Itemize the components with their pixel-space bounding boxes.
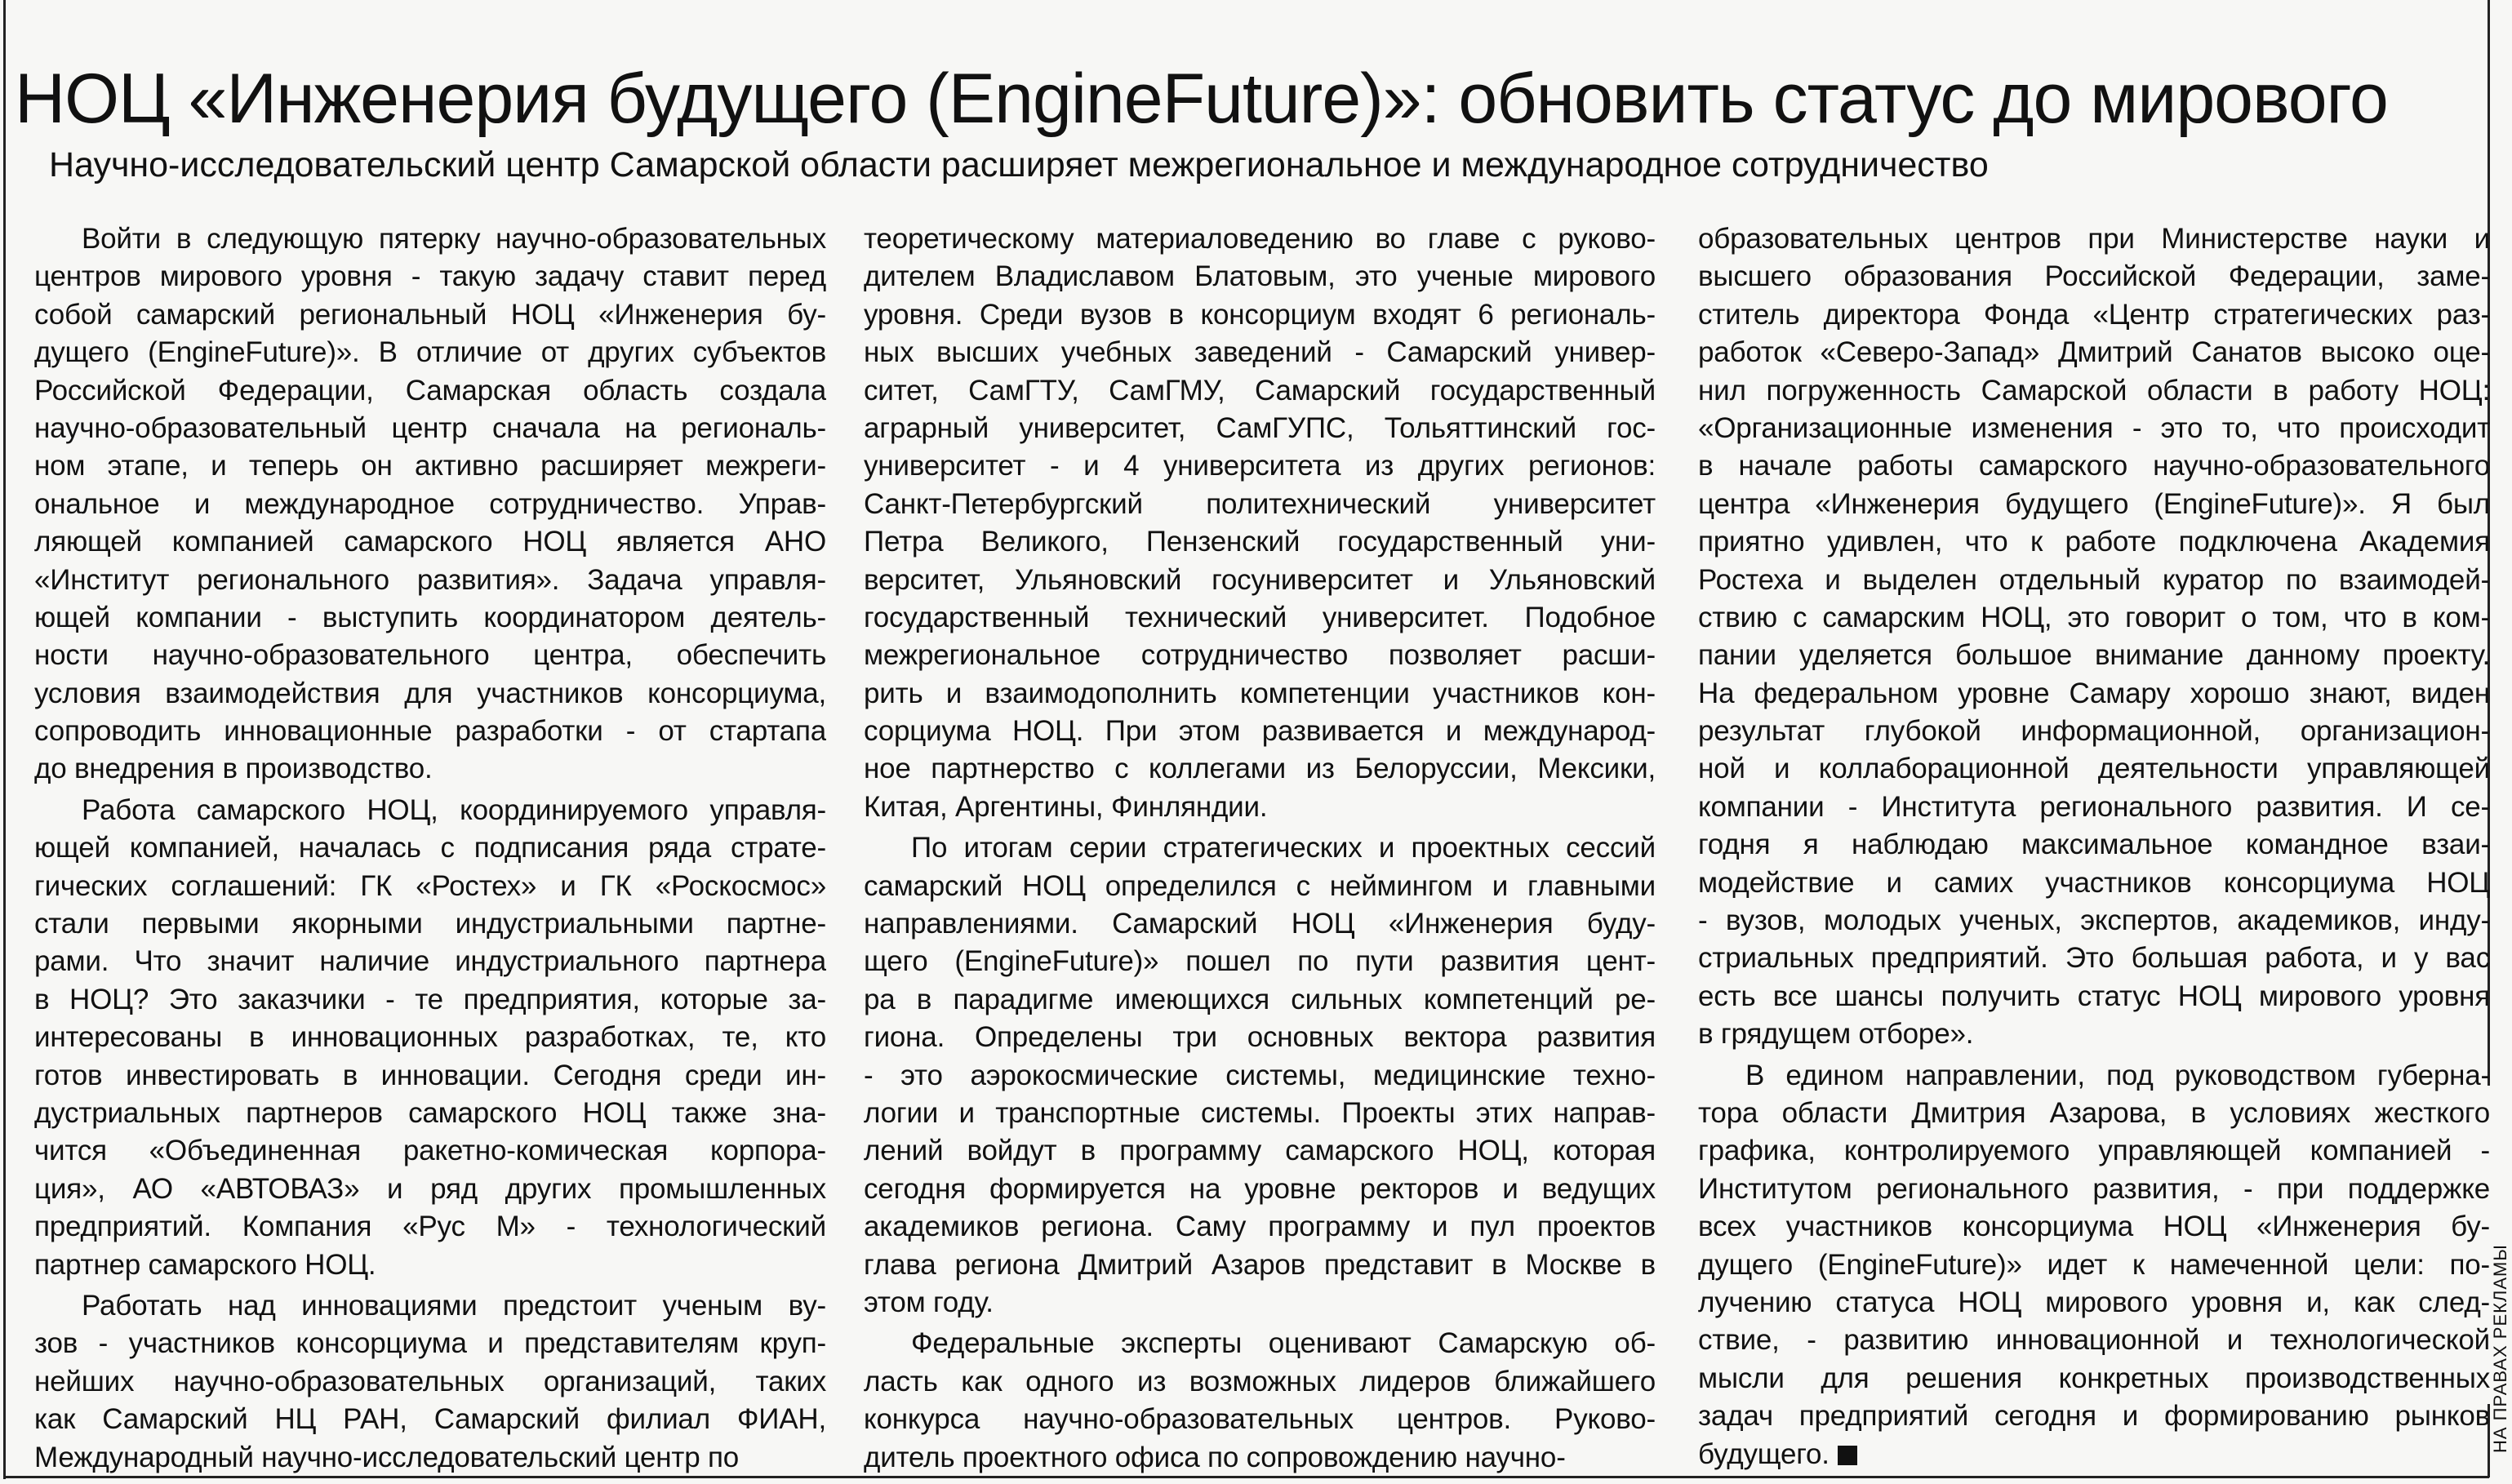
text-line bbox=[1698, 1360, 2490, 1397]
text-line-content: теоретическому материаловедению во главе с руково- bbox=[864, 223, 1656, 255]
text-line bbox=[34, 599, 826, 637]
text-line-content: ра в парадигме имеющихся сильных компетенций ре- bbox=[864, 983, 1656, 1015]
text-line bbox=[1698, 1284, 2490, 1322]
text-line-content: годня я наблюдаю максимальное командное взаи- bbox=[1698, 829, 2490, 861]
text-line bbox=[1698, 1015, 2490, 1053]
article-subheadline: Научно-исследовательский центр Самарской области расширяет межрегиональное и международное сотрудничество bbox=[49, 145, 1989, 184]
text-line-content: приятно удивлен, что к работе подключена Академия bbox=[1698, 526, 2490, 558]
text-line-content: сопроводить инновационные разработки - от стартапа bbox=[34, 715, 826, 748]
text-line-content: самарский НОЦ определился с неймингом и главными bbox=[864, 869, 1656, 902]
text-line bbox=[1698, 789, 2490, 826]
text-line bbox=[34, 258, 826, 295]
text-line bbox=[1698, 1246, 2490, 1284]
text-line bbox=[1698, 713, 2490, 750]
text-line-content: рами. Что значит наличие индустриального партнера bbox=[34, 945, 826, 978]
text-line-content: модействие и самих участников консорциума НОЦ bbox=[1698, 866, 2490, 899]
text-line-content: ласть как одного из возможных лидеров ближайшего bbox=[864, 1365, 1656, 1397]
text-line bbox=[34, 637, 826, 674]
text-line bbox=[864, 220, 1656, 258]
text-line-content: ном этапе, и теперь он активно расширяет межреги- bbox=[34, 450, 826, 482]
text-line-content: нейших научно-образовательных организаций, таких bbox=[34, 1365, 826, 1397]
text-line-content: ститель директора Фонда «Центр стратегических раз- bbox=[1698, 298, 2490, 331]
text-line bbox=[1698, 1208, 2490, 1246]
text-line bbox=[34, 943, 826, 980]
text-line-content: образовательных центров при Министерстве науки и bbox=[1698, 223, 2490, 255]
text-line bbox=[34, 1057, 826, 1095]
text-line-content: чится «Объединенная ракетно-комическая корпора- bbox=[34, 1135, 826, 1167]
text-line bbox=[864, 713, 1656, 750]
text-line-content: На федеральном уровне Самару хорошо знают, виден bbox=[1698, 677, 2490, 709]
text-line bbox=[34, 829, 826, 867]
text-line-content: щего (EngineFuture)» пошел по пути развития цент- bbox=[864, 945, 1656, 978]
text-line-content: сегодня формируется на уровне ректоров и ведущих bbox=[864, 1172, 1656, 1205]
text-line-content: Петра Великого, Пензенский государственный уни- bbox=[864, 526, 1656, 558]
text-line bbox=[864, 789, 1656, 826]
article-paragraph bbox=[34, 220, 826, 789]
text-line-content: готов инвестировать в инновации. Сегодня среди ин- bbox=[34, 1059, 826, 1091]
text-line bbox=[1698, 258, 2490, 295]
text-line-content: всех участников консорциума НОЦ «Инженерия бу- bbox=[1698, 1211, 2490, 1243]
text-line bbox=[864, 447, 1656, 485]
text-line-content: В едином направлении, под руководством губерна- bbox=[1745, 1059, 2490, 1091]
text-line-content: стриальных предприятий. Это большая работа, и у вас bbox=[1698, 942, 2490, 975]
text-line bbox=[864, 1019, 1656, 1056]
text-line-content: нил погруженность Самарской области в работу НОЦ: bbox=[1698, 374, 2490, 407]
text-line bbox=[1698, 940, 2490, 977]
article-column-3 bbox=[1698, 220, 2490, 1477]
text-line bbox=[864, 562, 1656, 599]
text-line-content: собой самарский региональный НОЦ «Инженерия бу- bbox=[34, 298, 826, 331]
text-line-content: уровня. Среди вузов в консорциум входят 6 региональ- bbox=[864, 298, 1656, 331]
text-line bbox=[1698, 599, 2490, 637]
text-line-content: результат глубокой информационной, организацион- bbox=[1698, 715, 2490, 748]
article-paragraph bbox=[864, 1325, 1656, 1477]
text-line-content: верситет, Ульяновский госуниверситет и Ульяновский bbox=[864, 563, 1656, 596]
text-line bbox=[34, 1208, 826, 1246]
text-line bbox=[864, 1439, 1656, 1477]
text-line-content: - вузов, молодых ученых, экспертов, академиков, инду- bbox=[1698, 904, 2490, 937]
text-line bbox=[1698, 1397, 2490, 1435]
text-line-content: логии и транспортные системы. Проекты этих направ- bbox=[864, 1096, 1656, 1129]
text-line-content: По итогам серии стратегических и проектных сессий bbox=[911, 832, 1656, 864]
text-line bbox=[1698, 675, 2490, 713]
text-line-content: в начале работы самарского научно-образовательного bbox=[1698, 450, 2490, 482]
text-line-content: Работать над инновациями предстоит ученым ву- bbox=[82, 1289, 826, 1322]
text-line bbox=[864, 1284, 1656, 1322]
text-line-content: конкурса научно-образовательных центров. Руково- bbox=[864, 1403, 1656, 1436]
text-line-content: «Организационные изменения - это то, что происходит bbox=[1698, 411, 2490, 444]
text-line bbox=[34, 675, 826, 713]
text-line bbox=[1698, 978, 2490, 1015]
text-line-content: пании уделяется большое внимание данному проекту. bbox=[1698, 639, 2490, 672]
text-line bbox=[1698, 296, 2490, 334]
text-line bbox=[34, 868, 826, 905]
text-line bbox=[34, 447, 826, 485]
text-line-content: ция», АО «АВТОВАЗ» и ряд других промышленных bbox=[34, 1172, 826, 1205]
text-line bbox=[34, 1287, 826, 1325]
text-line-content: задач предприятий сегодня и формированию рынков bbox=[1698, 1400, 2490, 1433]
text-line-content: ситет, СамГТУ, СамГМУ, Самарский государственный bbox=[864, 374, 1656, 407]
text-line bbox=[34, 1246, 826, 1284]
text-line-content: академиков региона. Саму программу и пул проектов bbox=[864, 1211, 1656, 1243]
text-line-content: компании - Института регионального развития. И се- bbox=[1698, 790, 2490, 823]
text-line bbox=[864, 750, 1656, 788]
frame-border-left bbox=[3, 0, 6, 1479]
text-line bbox=[864, 829, 1656, 867]
text-line bbox=[34, 1132, 826, 1170]
text-line bbox=[864, 334, 1656, 371]
text-line bbox=[1698, 1132, 2490, 1170]
text-line bbox=[34, 334, 826, 371]
text-line bbox=[864, 599, 1656, 637]
text-line bbox=[1698, 562, 2490, 599]
text-line bbox=[864, 1095, 1656, 1132]
text-line bbox=[1698, 1171, 2490, 1208]
text-line-content: центров мирового уровня - такую задачу ставит перед bbox=[34, 260, 826, 293]
text-line-content: - это аэрокосмические системы, медицинские техно- bbox=[864, 1059, 1656, 1091]
text-line bbox=[34, 792, 826, 829]
text-line-content: тора области Дмитрия Азарова, в условиях жесткого bbox=[1698, 1096, 2490, 1129]
text-line-content: дустриальных партнеров самарского НОЦ также зна- bbox=[34, 1096, 826, 1129]
article-paragraph bbox=[864, 220, 1656, 826]
text-line-content: до внедрения в производство. bbox=[34, 753, 433, 785]
text-line-content: «Институт регионального развития». Задача управля- bbox=[34, 563, 826, 596]
text-line-content: направлениями. Самарский НОЦ «Инженерия буду- bbox=[864, 908, 1656, 940]
text-line-content: интересованы в инновационных разработках, те, кто bbox=[34, 1021, 826, 1054]
text-line bbox=[34, 562, 826, 599]
text-line-content: графика, контролируемого управляющей компанией - bbox=[1698, 1135, 2490, 1167]
text-line bbox=[1698, 220, 2490, 258]
text-line-content: есть все шансы получить статус НОЦ мирового уровня bbox=[1698, 980, 2490, 1012]
text-line bbox=[864, 1171, 1656, 1208]
text-line bbox=[34, 220, 826, 258]
text-line-content: высшего образования Российской Федерации, заме- bbox=[1698, 260, 2490, 293]
text-line bbox=[34, 1019, 826, 1056]
text-line-content: Российской Федерации, Самарская область создала bbox=[34, 374, 826, 407]
text-line-content: ствие, - развитию инновационной и технологической bbox=[1698, 1324, 2490, 1357]
text-line-content: зов - участников консорциума и представителям круп- bbox=[34, 1327, 826, 1360]
text-line-content: ных высших учебных заведений - Самарский универ- bbox=[864, 336, 1656, 369]
text-line bbox=[864, 1208, 1656, 1246]
text-line bbox=[864, 1401, 1656, 1438]
text-line bbox=[34, 750, 826, 788]
text-line bbox=[1698, 1057, 2490, 1095]
text-line bbox=[34, 296, 826, 334]
text-line-content: университет - и 4 университета из других регионов: bbox=[864, 450, 1656, 482]
text-line-content: рить и взаимодополнить компетенции участников кон- bbox=[864, 677, 1656, 709]
text-line-content: Санкт-Петербургский политехнический университет bbox=[864, 487, 1656, 520]
article-column-1 bbox=[34, 220, 826, 1480]
text-line bbox=[1698, 410, 2490, 447]
text-line bbox=[34, 1439, 826, 1477]
text-line bbox=[34, 1095, 826, 1132]
text-line-content: ной и коллаборационной деятельности управляющей bbox=[1698, 753, 2490, 785]
text-line-content: лучению статуса НОЦ мирового уровня и, как след- bbox=[1698, 1286, 2490, 1318]
text-line-content: ствию с самарским НОЦ, это говорит о том, что в ком- bbox=[1698, 601, 2490, 633]
article-paragraph bbox=[34, 1287, 826, 1477]
text-line-content: ляющей компанией самарского НОЦ является АНО bbox=[34, 526, 826, 558]
text-line bbox=[34, 905, 826, 943]
text-line bbox=[1698, 826, 2490, 864]
text-line-content: работок «Северо-Запад» Дмитрий Санатов высоко оце- bbox=[1698, 336, 2490, 369]
text-line bbox=[864, 675, 1656, 713]
text-line-content: ющей компании - выступить координатором деятель- bbox=[34, 601, 826, 633]
text-line bbox=[864, 258, 1656, 295]
text-line bbox=[1698, 523, 2490, 561]
text-line bbox=[864, 981, 1656, 1019]
text-line-content: сорциума НОЦ. При этом развивается и международ- bbox=[864, 715, 1656, 748]
text-line-content: Федеральные эксперты оценивают Самарскую об- bbox=[911, 1327, 1656, 1360]
text-line-content: гических соглашений: ГК «Ростех» и ГК «Роскосмос» bbox=[34, 869, 826, 902]
text-line-content: стали первыми якорными индустриальными партне- bbox=[34, 908, 826, 940]
text-line bbox=[864, 943, 1656, 980]
text-line-content: гиона. Определены три основных вектора развития bbox=[864, 1021, 1656, 1054]
text-line bbox=[1698, 750, 2490, 788]
text-line bbox=[1698, 1436, 2490, 1473]
text-line-content: лений войдут в программу самарского НОЦ, которая bbox=[864, 1135, 1656, 1167]
text-line-content: ное партнерство с коллегами из Белоруссии, Мексики, bbox=[864, 753, 1656, 785]
text-line bbox=[864, 1132, 1656, 1170]
text-line-content: будущего. bbox=[1698, 1437, 1830, 1470]
text-line-content: партнер самарского НОЦ. bbox=[34, 1248, 376, 1281]
text-line bbox=[864, 1246, 1656, 1284]
text-line bbox=[1698, 637, 2490, 674]
text-line bbox=[34, 713, 826, 750]
text-line bbox=[34, 372, 826, 410]
text-line bbox=[1698, 902, 2490, 940]
text-line bbox=[864, 523, 1656, 561]
text-line bbox=[1698, 334, 2490, 371]
text-line-content: ющей компанией, началась с подписания ряда страте- bbox=[34, 832, 826, 864]
text-line-content: в НОЦ? Это заказчики - те предприятия, которые за- bbox=[34, 983, 826, 1015]
text-line-content: Международный научно-исследовательский центр по bbox=[34, 1441, 740, 1473]
text-line bbox=[864, 637, 1656, 674]
text-line-content: ональное и международное сотрудничество. Управ- bbox=[34, 487, 826, 520]
text-line-content: предприятий. Компания «Рус М» - технологический bbox=[34, 1211, 826, 1243]
text-line-content: межрегиональное сотрудничество позволяет расши- bbox=[864, 639, 1656, 672]
text-line bbox=[864, 1325, 1656, 1362]
text-line bbox=[864, 486, 1656, 523]
text-line bbox=[1698, 864, 2490, 902]
text-line bbox=[34, 486, 826, 523]
text-line-content: Войти в следующую пятерку научно-образовательных bbox=[82, 223, 826, 255]
text-line-content: дитель проектного офиса по сопровождению научно- bbox=[864, 1441, 1566, 1473]
text-line bbox=[864, 1363, 1656, 1401]
end-of-article-square-icon bbox=[1838, 1446, 1857, 1465]
text-line bbox=[1698, 1095, 2490, 1132]
article-paragraph bbox=[1698, 1057, 2490, 1473]
text-line bbox=[864, 905, 1656, 943]
advertising-notice: НА ПРАВАХ РЕКЛАМЫ bbox=[2490, 1244, 2510, 1453]
text-line bbox=[34, 410, 826, 447]
text-line-content: Работа самарского НОЦ, координируемого управля- bbox=[82, 793, 826, 826]
text-line bbox=[864, 296, 1656, 334]
text-line bbox=[864, 868, 1656, 905]
text-line-content: глава региона Дмитрий Азаров представит в Москве в bbox=[864, 1248, 1656, 1281]
text-line-content: дителем Владиславом Блатовым, это ученые мирового bbox=[864, 260, 1656, 293]
text-line-content: Ростеха и выделен отдельный куратор по взаимодей- bbox=[1698, 563, 2490, 596]
text-line-content: условия взаимодействия для участников консорциума, bbox=[34, 677, 826, 709]
text-line-content: научно-образовательный центр сначала на региональ- bbox=[34, 411, 826, 444]
text-line-content: дущего (EngineFuture)». В отличие от других субъектов bbox=[34, 336, 826, 369]
text-line-content: центра «Инженерия будущего (EngineFuture)». Я был bbox=[1698, 487, 2490, 520]
text-line-content: Китая, Аргентины, Финляндии. bbox=[864, 790, 1268, 823]
text-line-content: дущего (EngineFuture)» идет к намеченной цели: по- bbox=[1698, 1248, 2490, 1281]
text-line-content: как Самарский НЦ РАН, Самарский филиал ФИАН, bbox=[34, 1403, 826, 1436]
text-line-content: Институтом регионального развития, - при поддержке bbox=[1698, 1172, 2490, 1205]
text-line-content: ности научно-образовательного центра, обеспечить bbox=[34, 639, 826, 672]
text-line bbox=[34, 1363, 826, 1401]
text-line bbox=[34, 1171, 826, 1208]
article-paragraph bbox=[34, 792, 826, 1284]
text-line bbox=[1698, 486, 2490, 523]
text-line bbox=[34, 1325, 826, 1362]
text-line-content: в грядущем отборе». bbox=[1698, 1018, 1974, 1051]
article-paragraph bbox=[864, 829, 1656, 1322]
text-line-content: мысли для решения конкретных производственных bbox=[1698, 1362, 2490, 1394]
text-line bbox=[1698, 372, 2490, 410]
text-line bbox=[34, 981, 826, 1019]
text-line bbox=[864, 1057, 1656, 1095]
text-line bbox=[34, 1401, 826, 1438]
article-headline: НОЦ «Инженерия будущего (EngineFuture)»: обновить статус до мирового bbox=[15, 59, 2388, 138]
article-column-2 bbox=[864, 220, 1656, 1480]
article-paragraph bbox=[1698, 220, 2490, 1054]
text-line-content: государственный технический университет. Подобное bbox=[864, 601, 1656, 633]
text-line bbox=[864, 372, 1656, 410]
text-line bbox=[1698, 1322, 2490, 1359]
text-line-content: этом году. bbox=[864, 1286, 994, 1318]
text-line-content: аграрный университет, СамГУПС, Тольяттинский гос- bbox=[864, 411, 1656, 444]
text-line bbox=[864, 410, 1656, 447]
text-line bbox=[34, 523, 826, 561]
text-line bbox=[1698, 447, 2490, 485]
